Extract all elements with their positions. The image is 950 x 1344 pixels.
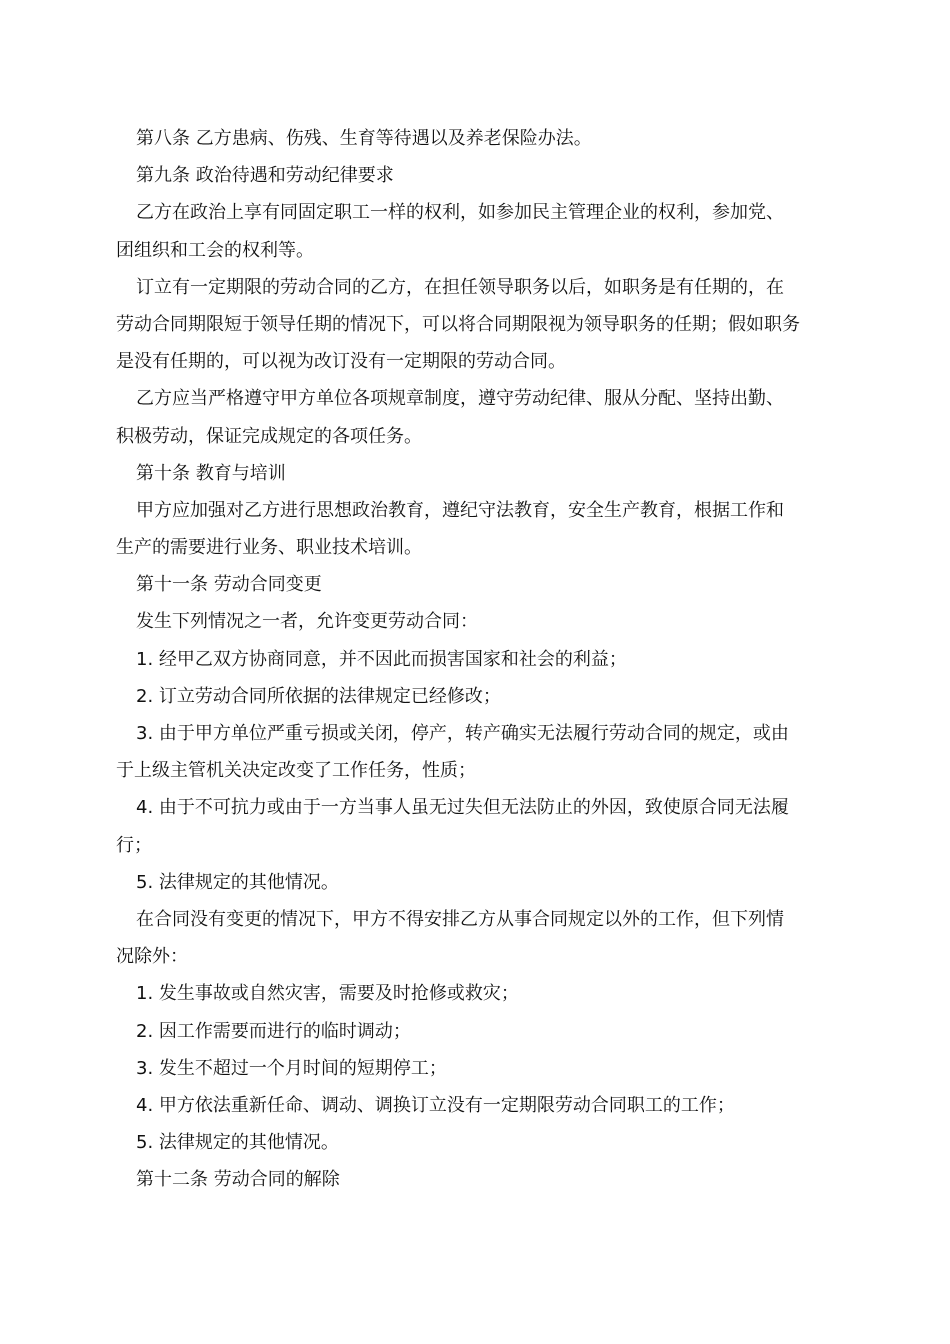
paragraph-line: 况除外： <box>116 946 188 968</box>
paragraph-line: 在合同没有变更的情况下，甲方不得安排乙方从事合同规定以外的工作，但下列情 <box>136 908 784 930</box>
paragraph-line: 团组织和工会的权利等。 <box>116 239 314 261</box>
list-item: 5. 法律规定的其他情况。 <box>136 871 339 893</box>
paragraph-line: 乙方应当严格遵守甲方单位各项规章制度，遵守劳动纪律、服从分配、坚持出勤、 <box>136 388 784 410</box>
list-item: 3. 由于甲方单位严重亏损或关闭，停产，转产确实无法履行劳动合同的规定，或由 <box>136 723 789 744</box>
list-item-continuation: 于上级主管机关决定改变了工作任务，性质； <box>116 760 476 782</box>
list-item: 4. 由于不可抗力或由于一方当事人虽无过失但无法防止的外因，致使原合同无法履 <box>136 797 789 819</box>
paragraph-line: 甲方应加强对乙方进行思想政治教育，遵纪守法教育，安全生产教育，根据工作和 <box>136 499 784 521</box>
list-item: 2. 因工作需要而进行的临时调动； <box>136 1020 411 1042</box>
paragraph-line: 积极劳动，保证完成规定的各项任务。 <box>116 425 422 447</box>
list-item: 5. 法律规定的其他情况。 <box>136 1132 339 1154</box>
paragraph-line: 劳动合同期限短于领导任期的情况下，可以将合同期限视为领导职务的任期；假如职务 <box>116 313 800 335</box>
paragraph-line: 发生下列情况之一者，允许变更劳动合同： <box>136 611 478 633</box>
list-item: 2. 订立劳动合同所依据的法律规定已经修改； <box>136 685 501 707</box>
article-11-heading: 第十一条 劳动合同变更 <box>136 574 322 596</box>
paragraph-line: 生产的需要进行业务、职业技术培训。 <box>116 537 422 559</box>
list-item: 1. 发生事故或自然灾害，需要及时抢修或救灾； <box>136 983 519 1005</box>
paragraph-line: 订立有一定期限的劳动合同的乙方，在担任领导职务以后，如职务是有任期的，在 <box>136 276 784 298</box>
article-9-heading: 第九条 政治待遇和劳动纪律要求 <box>136 165 394 187</box>
list-item: 4. 甲方依法重新任命、调动、调换订立没有一定期限劳动合同职工的工作； <box>136 1094 735 1116</box>
list-item-continuation: 行； <box>116 834 152 856</box>
article-8-heading: 第八条 乙方患病、伤残、生育等待遇以及养老保险办法。 <box>136 128 592 149</box>
paragraph-line: 乙方在政治上享有同固定职工一样的权利，如参加民主管理企业的权利，参加党、 <box>136 202 784 224</box>
list-item: 1. 经甲乙双方协商同意，并不因此而损害国家和社会的利益； <box>136 648 627 670</box>
article-12-heading: 第十二条 劳动合同的解除 <box>136 1169 340 1191</box>
document-body <box>116 120 836 1198</box>
paragraph-line: 是没有任期的，可以视为改订没有一定期限的劳动合同。 <box>116 351 566 373</box>
list-item: 3. 发生不超过一个月时间的短期停工； <box>136 1057 447 1079</box>
article-10-heading: 第十条 教育与培训 <box>136 462 286 484</box>
